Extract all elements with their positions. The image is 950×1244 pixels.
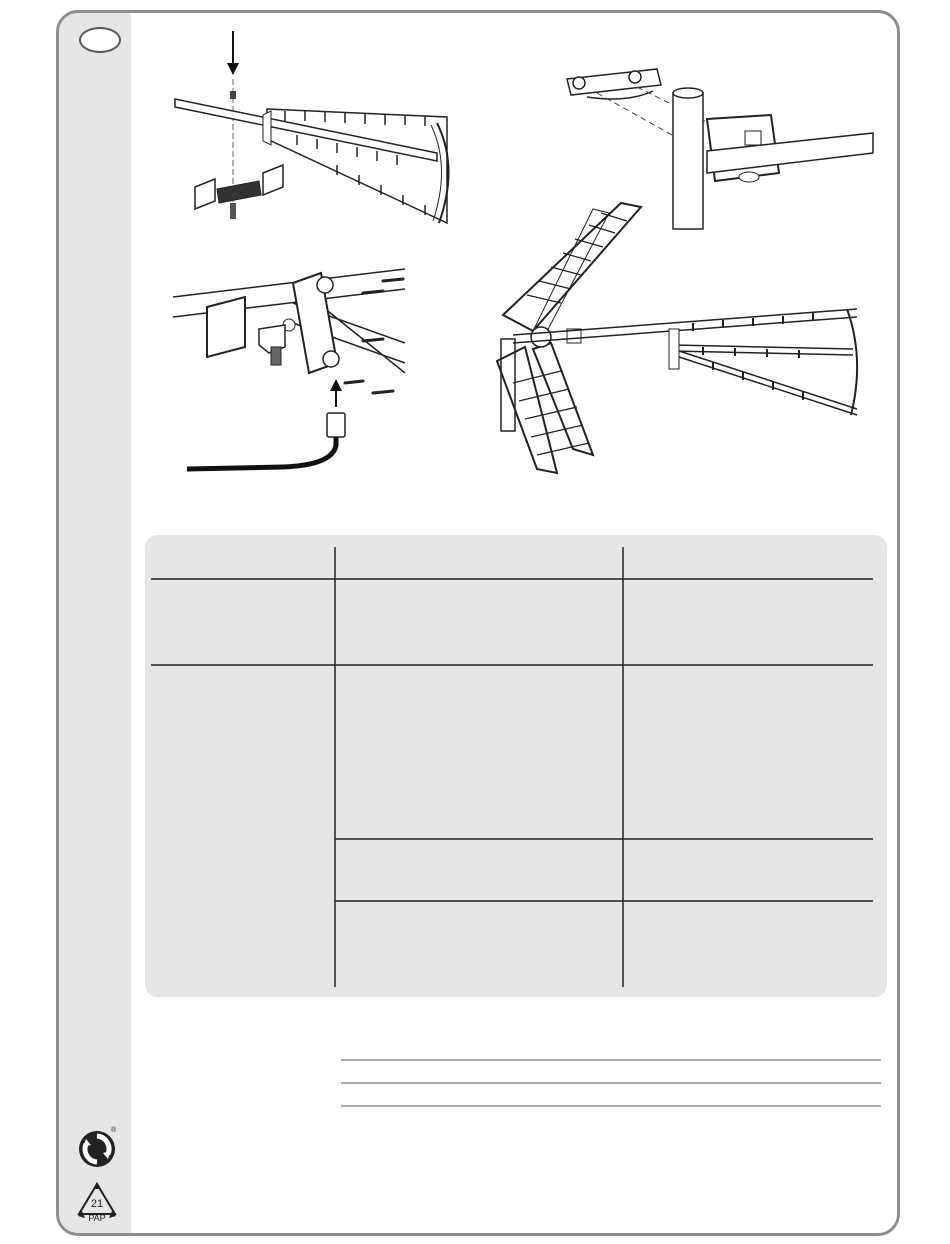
antenna-dipole-assembly-illustration	[167, 27, 467, 237]
assembled-antenna-illustration	[473, 199, 865, 479]
page-frame	[56, 10, 900, 1236]
up-arrow-icon	[330, 379, 342, 391]
left-sidebar	[59, 13, 131, 1233]
registered-mark: ®	[111, 1127, 117, 1134]
green-dot-recycle-icon	[77, 1129, 117, 1169]
language-oval-icon	[79, 27, 121, 53]
coax-connection-illustration	[173, 263, 413, 473]
bottom-rule-lines	[341, 1059, 881, 1109]
specifications-table	[145, 535, 887, 997]
pap-code: 21	[90, 1198, 104, 1210]
down-arrow-icon	[227, 63, 239, 75]
pap-label: PAP	[88, 1213, 106, 1223]
